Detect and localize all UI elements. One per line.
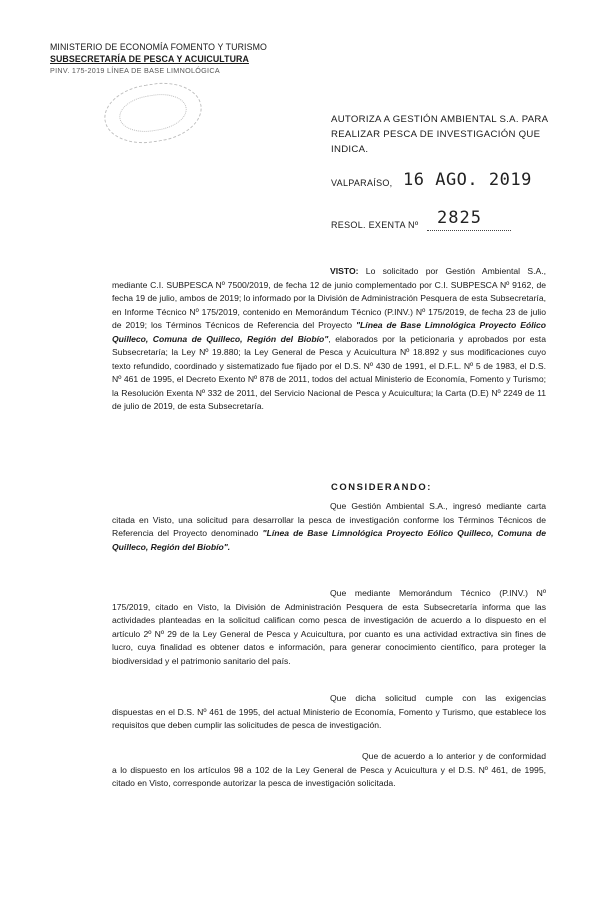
visto-lead: VISTO: bbox=[330, 266, 359, 276]
resolution-label: RESOL. EXENTA Nº bbox=[331, 220, 419, 230]
visto-text-2: , elaborados por la peticionaria y aprobados por esta Subsecretaría; la Ley Nº 19.880; la Ley General de Pesca y Acuicultura Nº 18.892 y sus modificaciones cuyo texto refundido, coordinado y sistematizado fue fijado por el D.S. Nº 430 de 1991, el D.F.L. Nº 5 de 1983, el D.S. Nº 461 de 1995, el Decreto Exento Nº 878 de 2011, todos del actual Ministerio de Economía, Fomento y Turismo; la Resolución Exenta Nº 332 de 2011, del Servicio Nacional de Pesca y Acuicultura; la Carta (D.E) Nº 2249 de 11 de julio de 2019, de esta Subsecretaría. bbox=[112, 333, 546, 411]
subsecretaria-name: SUBSECRETARÍA DE PESCA Y ACUICULTURA bbox=[50, 53, 249, 64]
considerando-paragraph-1 bbox=[112, 500, 546, 554]
resolution-subject: AUTORIZA A GESTIÓN AMBIENTAL S.A. PARA REALIZAR PESCA DE INVESTIGACIÓN QUE INDICA. bbox=[331, 114, 548, 155]
reference-code: PINV. 175-2019 LÍNEA DE BASE LIMNOLÓGICA bbox=[50, 66, 220, 75]
official-seal-stamp bbox=[100, 77, 206, 150]
p1-text: Que Gestión Ambiental S.A., ingresó mediante carta citada en Visto, una solicitud para desarrollar la pesca de investigación conforme los Términos Técnicos de Referencia del Proyecto denominado bbox=[112, 501, 546, 538]
number-underline bbox=[427, 230, 511, 231]
letterhead bbox=[50, 42, 290, 77]
considerando-paragraph-2: Que mediante Memorándum Técnico (P.INV.) Nº 175/2019, citado en Visto, la División de Administración Pesquera de esta Subsecretaría informa que las actividades planteadas en la solicitud califican como pesca de investigación de acuerdo a lo dispuesto en el artículo 2º Nº 29 de la Ley General de Pesca y Acuicultura, por cuanto es una actividad extractiva sin fines de lucro, cuya finalidad es obtener datos e información, para generar conocimiento científico, para proteger la biodiversidad y el patrimonio sanitario del país. bbox=[112, 588, 546, 666]
considerando-paragraph-3: Que dicha solicitud cumple con las exigencias dispuestas en el D.S. Nº 461 de 1995, del actual Ministerio de Economía, Fomento y Turismo, que establece los requisitos que deben cumplir las solicitudes de pesca de investigación. bbox=[112, 693, 546, 730]
considerando-paragraph-4: Que de acuerdo a lo anterior y de conformidad a lo dispuesto en los artículos 98 a 102 de la Ley General de Pesca y Acuicultura y el D.S. Nº 461, de 1995, citado en Visto, corresponde autorizar la pesca de investigación solicitada. bbox=[112, 751, 546, 788]
p1-project-title: "Línea de Base Limnológica Proyecto Eólico Quilleco, Comuna de Quilleco, Región del Biobío". bbox=[112, 528, 547, 552]
stamped-date: 16 AGO. 2019 bbox=[403, 170, 532, 190]
visto-text-1: Lo solicitado por Gestión Ambiental S.A., mediante C.I. SUBPESCA Nº 7500/2019, de fecha 12 de junio complementado por C.I. SUBPESCA Nº 9162, de fecha 19 de julio, ambos de 2019; lo informado por la División de Administración Pesquera de esta Subsecretaría, en Informe Técnico Nº 175/2019, contenido en Memorándum Técnico (P.INV.) Nº 175/2019, de fecha 23 de julio de 2019; los Términos Técnicos de Referencia del Proyecto bbox=[112, 266, 546, 330]
resolution-number-line bbox=[331, 208, 551, 234]
ministry-name: MINISTERIO DE ECONOMÍA FOMENTO Y TURISMO bbox=[50, 42, 267, 52]
city-label: VALPARAÍSO, bbox=[331, 178, 393, 188]
considerando-heading: CONSIDERANDO: bbox=[331, 481, 433, 492]
dateline bbox=[331, 170, 571, 194]
visto-project-title: "Línea de Base Limnológica Proyecto Eólico Quilleco, Comuna de Quilleco, Región del Biobío" bbox=[112, 320, 546, 344]
resolution-number: 2825 bbox=[437, 208, 482, 228]
visto-paragraph bbox=[112, 265, 546, 414]
